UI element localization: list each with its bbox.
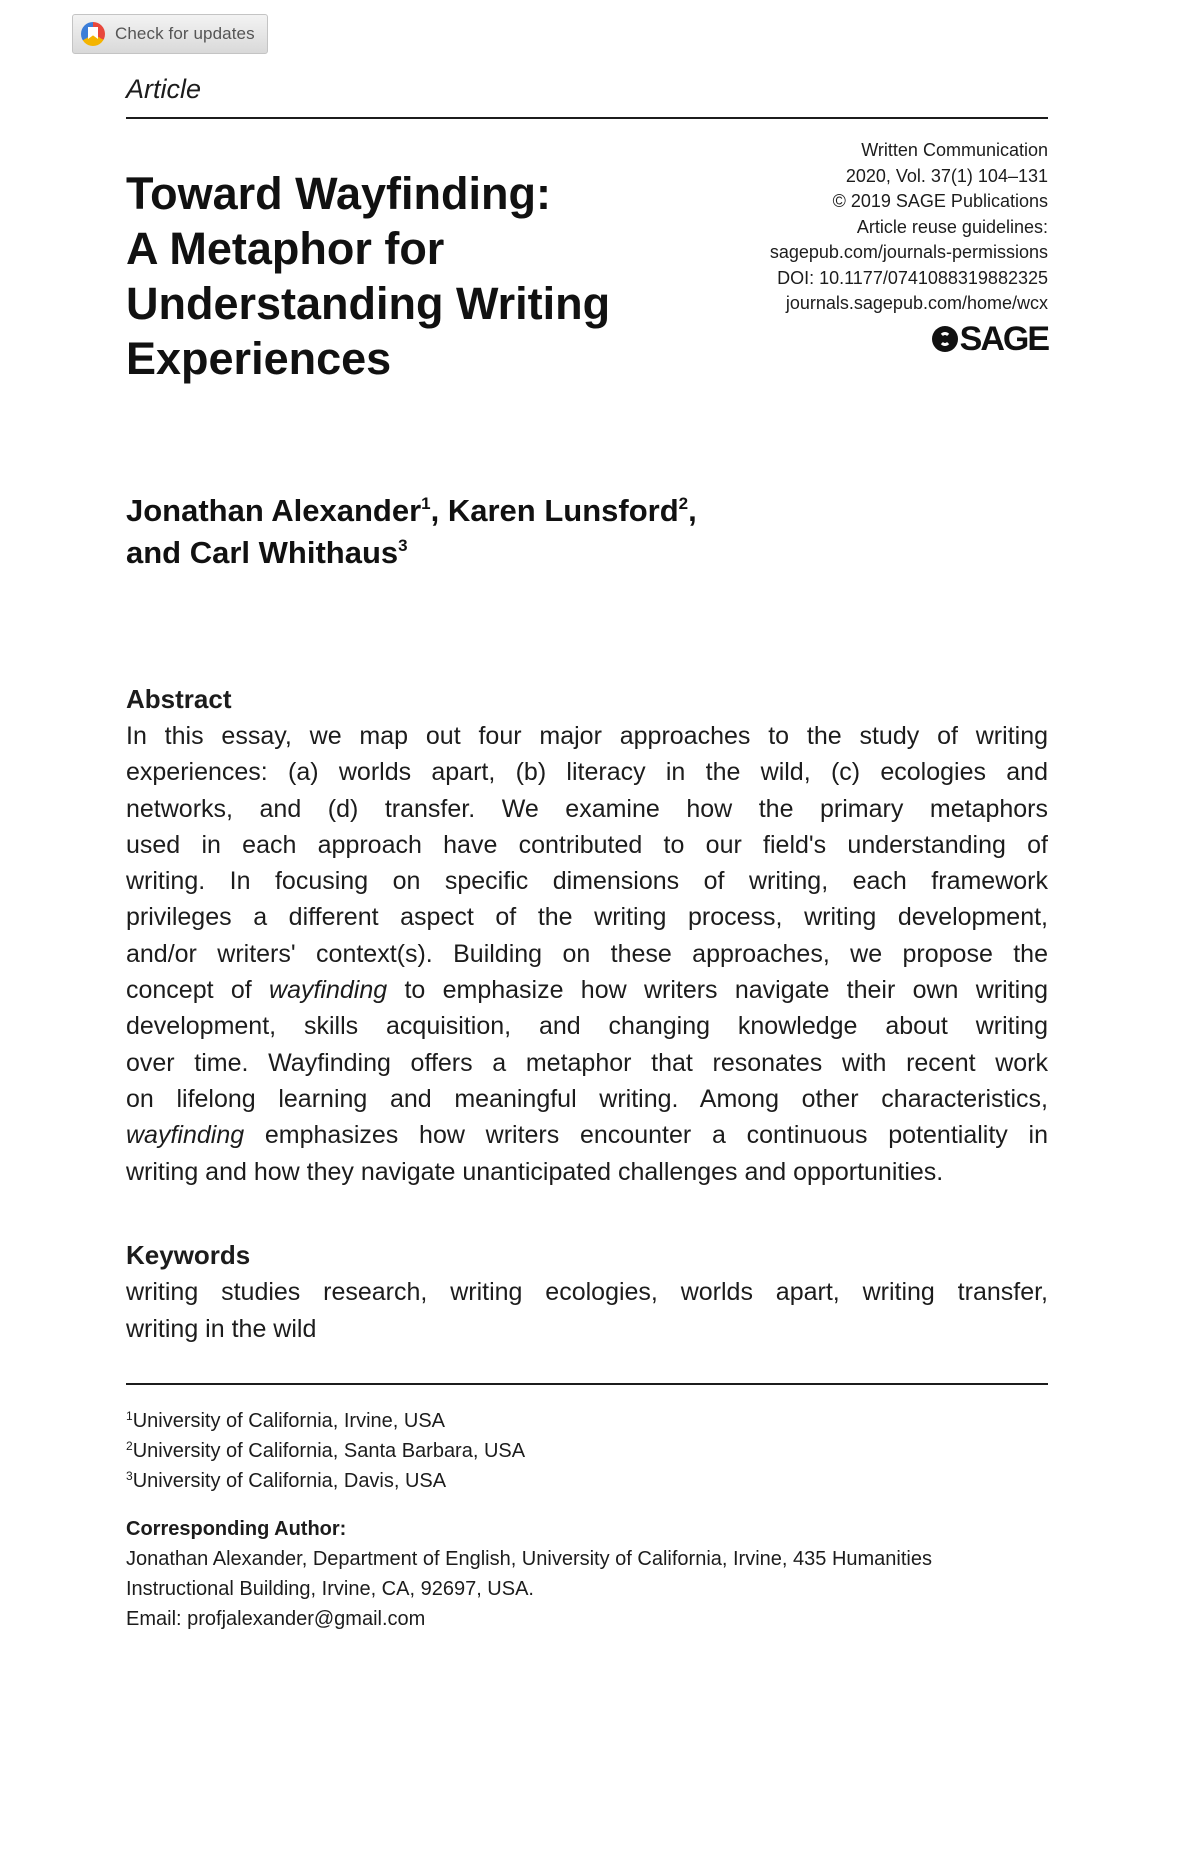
sage-logo-text: SAGE [959, 320, 1048, 358]
affiliation-item [126, 1466, 525, 1496]
keywords-line: writing studies research, writing ecologies, worlds apart, writing transfer, [126, 1278, 1048, 1306]
author-name: Carl Whithaus [189, 535, 399, 570]
title-line: Understanding Writing [126, 278, 611, 329]
abstract-line: on lifelong learning and meaningful writing. Among other characteristics, [126, 1084, 1048, 1113]
title-line: Experiences [126, 333, 392, 384]
abstract-line: development, skills acquisition, and changing knowledge about writing [126, 1012, 1048, 1041]
affiliation-text: University of California, Davis, USA [132, 1470, 447, 1492]
author-affiliation-sup: 2 [678, 494, 689, 513]
affiliation-text: University of California, Irvine, USA [132, 1410, 446, 1432]
corresponding-author-address: Instructional Building, Irvine, CA, 92697, USA. [126, 1578, 534, 1600]
abstract-line: writing and how they navigate unanticipated challenges and opportunities. [126, 1157, 944, 1186]
abstract-heading: Abstract [126, 684, 232, 714]
check-for-updates-label: Check for updates [115, 24, 255, 43]
affiliation-item [126, 1436, 525, 1466]
header-rule [126, 117, 1048, 119]
author-conjunction: and [126, 535, 190, 570]
article-title [126, 166, 746, 386]
sage-logo-icon [932, 326, 958, 352]
author-list [126, 490, 946, 574]
author-name: Jonathan Alexander [126, 493, 422, 528]
corresponding-author-email[interactable]: Email: profjalexander@gmail.com [126, 1608, 426, 1630]
abstract-line [126, 972, 1048, 1008]
abstract-line: experiences: (a) worlds apart, (b) literacy in the wild, (c) ecologies and [126, 758, 1048, 787]
abstract-line [126, 1117, 1048, 1153]
affiliation-sup: 2 [126, 1439, 133, 1453]
abstract-line: In this essay, we map out four major approaches to the study of writing [126, 722, 1048, 750]
corresponding-author [126, 1514, 1066, 1634]
reuse-guidelines-label: Article reuse guidelines: [856, 216, 1048, 237]
check-for-updates-button[interactable] [72, 14, 268, 54]
abstract-text [126, 718, 1048, 1190]
volume-info: 2020, Vol. 37(1) 104–131 [845, 165, 1048, 186]
copyright: © 2019 SAGE Publications [832, 191, 1048, 211]
author-affiliation-sup: 1 [421, 494, 431, 513]
affiliation-item [126, 1406, 525, 1436]
article-type-label: Article [126, 74, 202, 104]
abstract-line: privileges a different aspect of the writing process, writing development, [126, 903, 1048, 932]
keywords-line: writing in the wild [126, 1315, 317, 1343]
abstract-emphasis: wayfinding [126, 1121, 245, 1150]
abstract-text-run: to emphasize how writers navigate their own writing [387, 976, 1048, 1005]
abstract-line: and/or writers' context(s). Building on these approaches, we propose the [126, 939, 1048, 968]
keywords-heading: Keywords [126, 1240, 251, 1270]
doi-link[interactable]: DOI: 10.1177/0741088319882325 [777, 267, 1048, 288]
title-line: Toward Wayfinding: [126, 168, 551, 219]
footnote-rule [126, 1383, 1048, 1385]
title-line: A Metaphor for [126, 223, 445, 274]
abstract-line: writing. In focusing on specific dimensions of writing, each framework [126, 867, 1048, 896]
author-separator: , [430, 493, 448, 528]
corresponding-author-address: Jonathan Alexander, Department of English, University of California, Irvine, 435 Humanities [126, 1548, 932, 1570]
abstract-text-run: emphasizes how writers encounter a continuous potentiality in [244, 1121, 1048, 1150]
author-separator: , [688, 493, 697, 528]
sage-logo [932, 322, 1048, 356]
affiliation-sup: 3 [126, 1469, 133, 1483]
abstract-line: over time. Wayfinding offers a metaphor that resonates with recent work [126, 1048, 1048, 1077]
affiliation-text: University of California, Santa Barbara, USA [132, 1440, 526, 1462]
corresponding-author-heading: Corresponding Author: [126, 1518, 347, 1540]
affiliations [126, 1406, 525, 1496]
affiliation-sup: 1 [126, 1409, 133, 1423]
crossmark-icon [81, 22, 105, 46]
permissions-link[interactable]: sagepub.com/journals-permissions [769, 242, 1048, 262]
abstract-line: used in each approach have contributed to our field's understanding of [126, 830, 1048, 859]
abstract-text-run: concept of [126, 976, 270, 1005]
keywords-text [126, 1274, 1048, 1348]
journal-home-link[interactable]: journals.sagepub.com/home/wcx [785, 293, 1048, 313]
author-name: Karen Lunsford [447, 493, 679, 528]
publication-info [688, 138, 1048, 317]
abstract-emphasis: wayfinding [269, 976, 388, 1005]
author-affiliation-sup: 3 [398, 536, 408, 555]
abstract-line: networks, and (d) transfer. We examine how the primary metaphors [126, 794, 1048, 823]
journal-name: Written Communication [861, 140, 1048, 160]
